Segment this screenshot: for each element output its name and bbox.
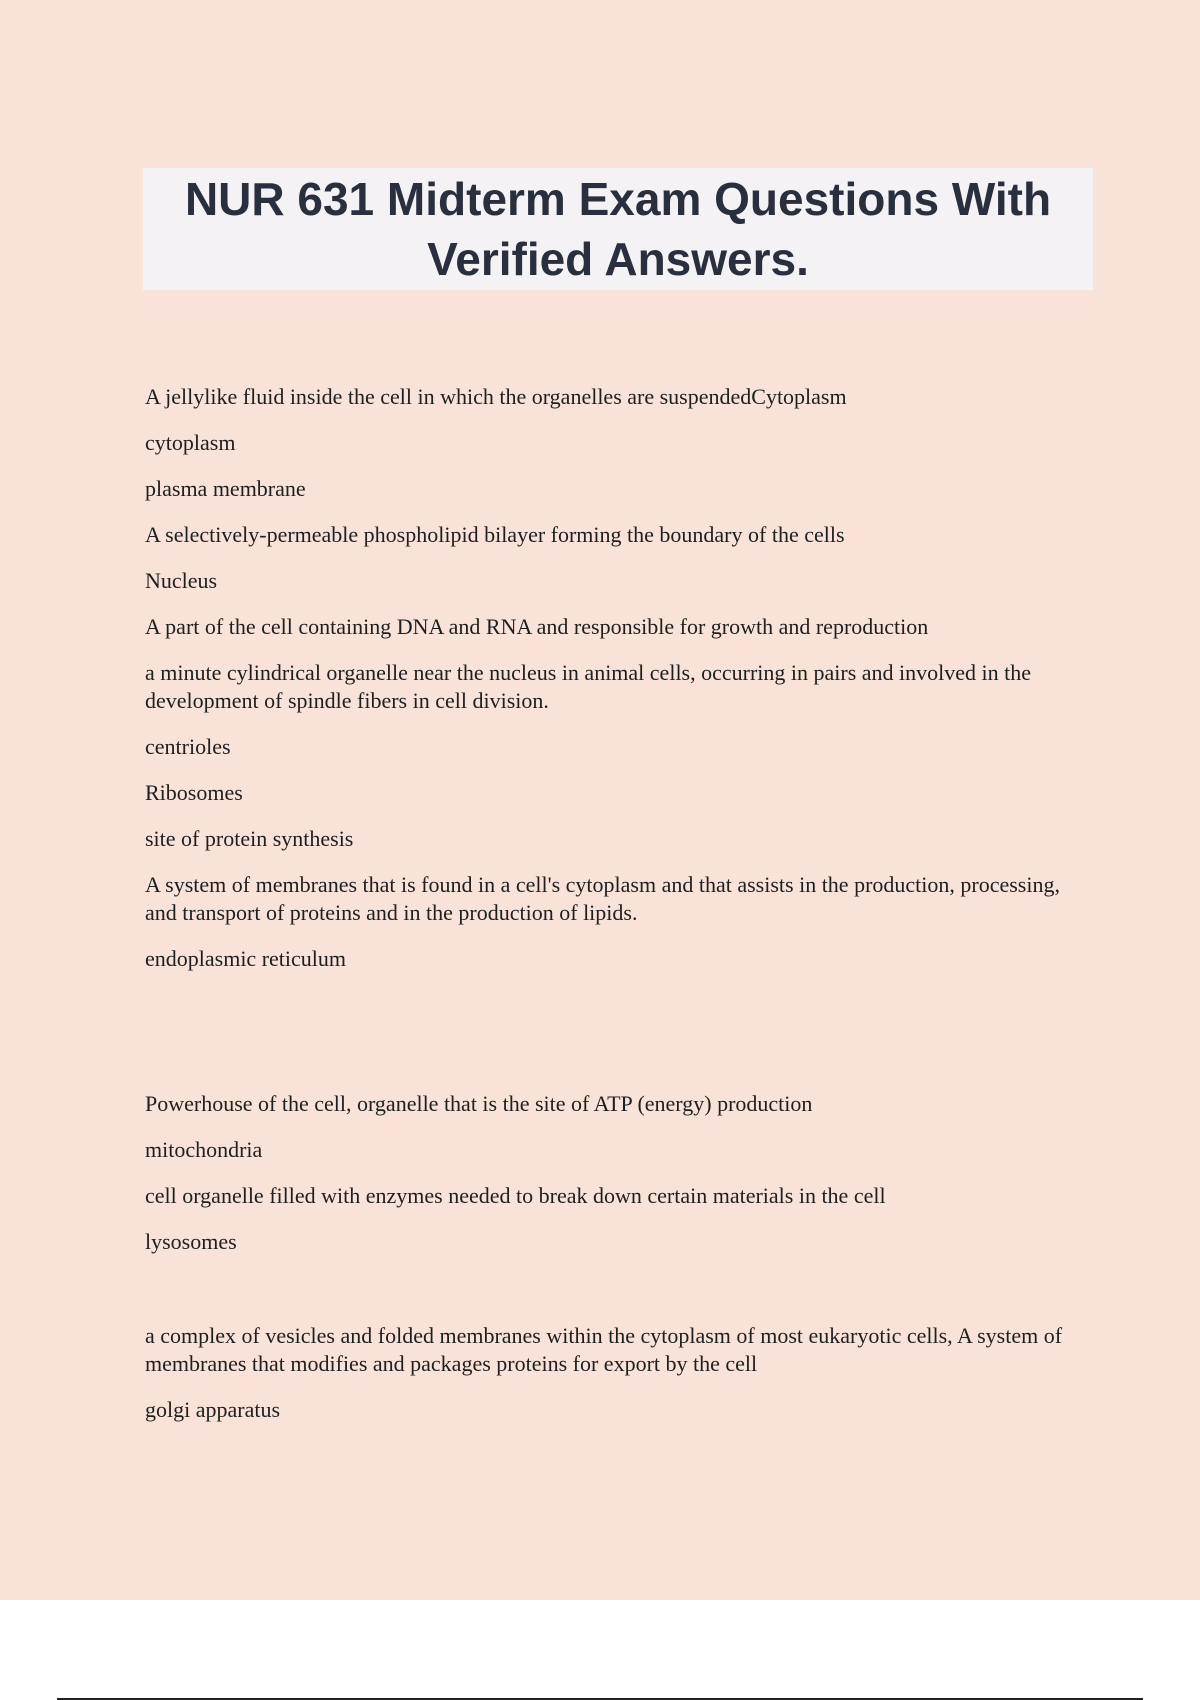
qa-line: A selectively-permeable phospholipid bilayer forming the boundary of the cells xyxy=(145,522,845,547)
qa-block-golgi xyxy=(145,1322,1095,1442)
qa-line: centrioles xyxy=(145,734,231,759)
qa-line: a complex of vesicles and folded membranes within the cytoplasm of most eukaryotic cells, A system of membranes that modifies and packages proteins for export by the cell xyxy=(145,1323,1063,1376)
qa-line: Nucleus xyxy=(145,568,218,593)
title-banner xyxy=(143,168,1093,290)
qa-block-cell-basics xyxy=(145,383,1095,991)
qa-line: A jellylike fluid inside the cell in which the organelles are suspendedCytoplasm xyxy=(145,384,847,409)
qa-line: a minute cylindrical organelle near the nucleus in animal cells, occurring in pairs and involved in the development of spindle fibers in cell division. xyxy=(145,660,1032,713)
qa-line: site of protein synthesis xyxy=(145,826,354,851)
qa-block-organelles xyxy=(145,1090,1095,1274)
page-title-line-1: NUR 631 Midterm Exam Questions With xyxy=(184,173,1052,225)
qa-line: A part of the cell containing DNA and RNA and responsible for growth and reproduction xyxy=(145,614,929,639)
qa-line: cytoplasm xyxy=(145,430,236,455)
qa-line: lysosomes xyxy=(145,1229,237,1254)
qa-line: plasma membrane xyxy=(145,476,306,501)
qa-line: cell organelle filled with enzymes needed to break down certain materials in the cell xyxy=(145,1183,886,1208)
qa-line: endoplasmic reticulum xyxy=(145,946,346,971)
qa-line: golgi apparatus xyxy=(145,1397,281,1422)
qa-line: A system of membranes that is found in a cell's cytoplasm and that assists in the production, processing, and transport of proteins and in the production of lipids. xyxy=(145,872,1060,925)
qa-line: Powerhouse of the cell, organelle that is the site of ATP (energy) production xyxy=(145,1091,813,1116)
qa-line: mitochondria xyxy=(145,1137,263,1162)
page-title-line-2: Verified Answers. xyxy=(427,233,809,285)
qa-line: Ribosomes xyxy=(145,780,243,805)
